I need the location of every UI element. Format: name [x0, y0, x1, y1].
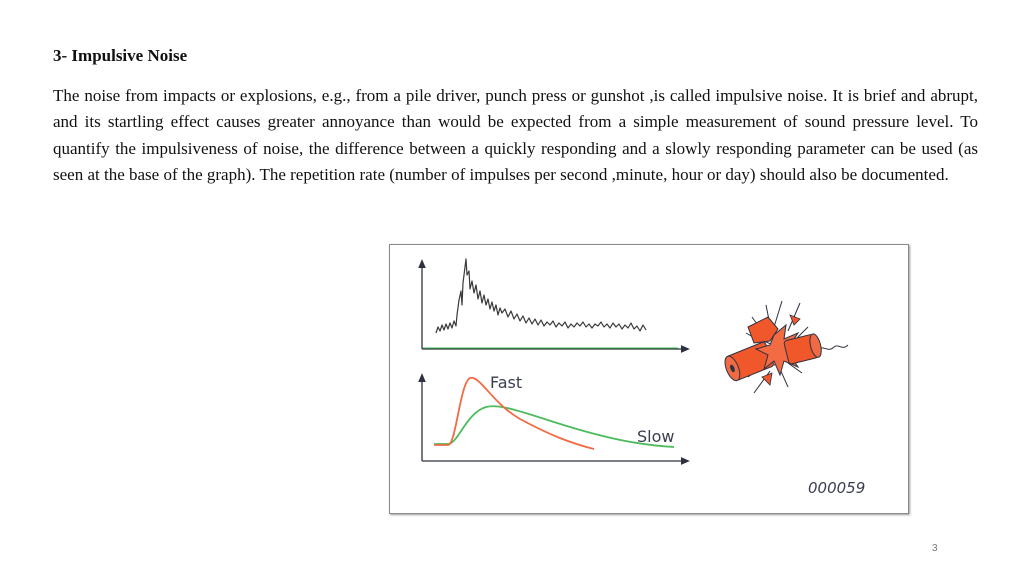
body-paragraph: The noise from impacts or explosions, e.g., from a pile driver, punch press or gunshot ,is called impulsive noise. It is brief and abrupt, and its startling effect causes greater annoyance than would be expected from a simple measurement of sound pressure level. To quantify the impulsiveness of noise, the difference between a quickly responding and a slowly responding parameter can be used (as seen at the base of the graph). The repetition rate (number of impulses per second ,minute, hour or day) should also be documented.: [53, 86, 978, 184]
slide-heading: 3- Impulsive Noise: [53, 46, 188, 65]
figure-code: 000059: [808, 479, 866, 497]
page-number: 3: [932, 543, 938, 554]
impulse-signal-trace: [436, 259, 646, 333]
fast-label: Fast: [490, 373, 523, 392]
impulsive-noise-figure: [389, 244, 909, 514]
figure-graphics: [390, 245, 908, 513]
slow-label: Slow: [637, 427, 675, 446]
exploding-firecracker-icon: [722, 301, 848, 393]
